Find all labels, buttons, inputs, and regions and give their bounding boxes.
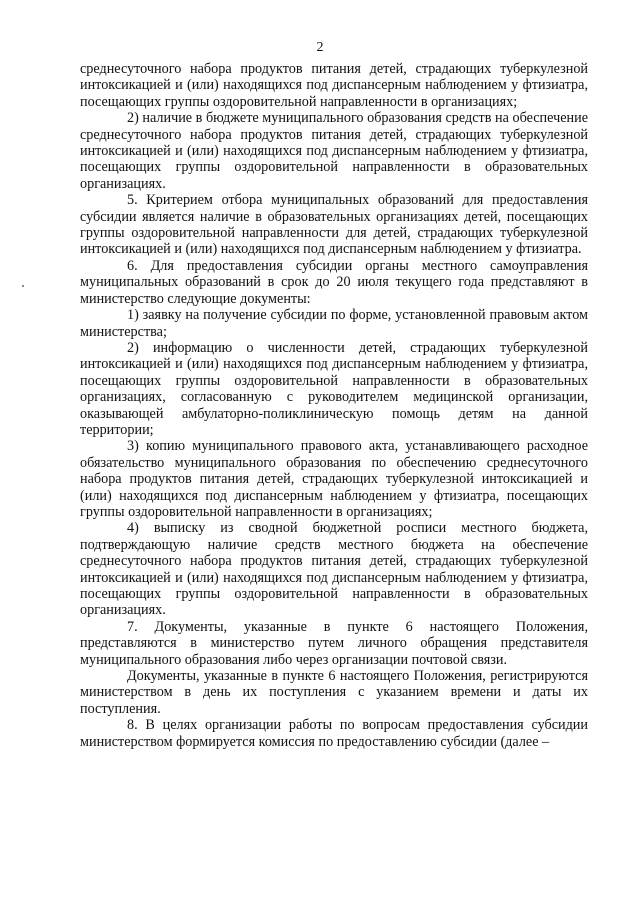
paragraph-item-8: 8. В целях организации работы по вопросам предоставления субсидии министерством формируется комиссия по предоставлению субсидии (далее – <box>80 717 588 750</box>
scan-artifact-dot <box>22 285 24 287</box>
paragraph-registration: Документы, указанные в пункте 6 настоящего Положения, регистрируются министерством в день их поступления с указанием времени и даты их поступления. <box>80 668 588 717</box>
paragraph-doc-3: 3) копию муниципального правового акта, устанавливающего расходное обязательство муниципального образования по обеспечению среднесуточного набора продуктов питания детей, страдающих туберкулезной интоксикацией и (или) находящихся под диспансерным наблюдением у фтизиатра, посещающих группы оздоровительной направленности в организациях; <box>80 438 588 520</box>
paragraph-item-6: 6. Для предоставления субсидии органы местного самоуправления муниципальных образований в срок до 20 июля текущего года представляют в министерство следующие документы: <box>80 257 588 307</box>
document-body <box>80 61 588 750</box>
paragraph-doc-1: 1) заявку на получение субсидии по форме, установленной правовым актом министерства; <box>80 307 588 340</box>
paragraph-doc-2: 2) информацию о численности детей, страдающих туберкулезной интоксикацией и (или) находящихся под диспансерным наблюдением у фтизиатра, посещающих группы оздоровительной направленности в образовательных организациях, согласованную с руководителем медицинской организации, оказывающей амбулаторно-поликлиническую помощь детям на данной территории; <box>80 339 588 438</box>
paragraph-item-5: 5. Критерием отбора муниципальных образований для предоставления субсидии является наличие в образовательных организациях детей, посещающих группы оздоровительной направленности для детей, страдающих туберкулезной интоксикацией и (или) находящихся под диспансерным наблюдением у фтизиатра. <box>80 192 588 258</box>
paragraph-continuation: среднесуточного набора продуктов питания детей, страдающих туберкулезной интоксикацией и (или) находящихся под диспансерным наблюдением у фтизиатра, посещающих группы оздоровительной направленности в организациях; <box>80 61 588 110</box>
page-number: 2 <box>316 40 324 55</box>
paragraph-doc-4: 4) выписку из сводной бюджетной росписи местного бюджета, подтверждающую наличие средств местного бюджета на обеспечение среднесуточного набора продуктов питания детей, страдающих туберкулезной интоксикацией и (или) находящихся под диспансерным наблюдением у фтизиатра, посещающих группы оздоровительной направленности в образовательных организациях. <box>80 520 588 619</box>
paragraph-condition-2: 2) наличие в бюджете муниципального образования средств на обеспечение среднесуточного набора продуктов питания детей, страдающих туберкулезной интоксикацией и (или) находящихся под диспансерным наблюдением у фтизиатра, посещающих группы оздоровительной направленности в образовательных организациях. <box>80 110 588 192</box>
paragraph-item-7: 7. Документы, указанные в пункте 6 настоящего Положения, представляются в министерство путем личного обращения представителя муниципального образования либо через организации почтовой связи. <box>80 618 588 668</box>
